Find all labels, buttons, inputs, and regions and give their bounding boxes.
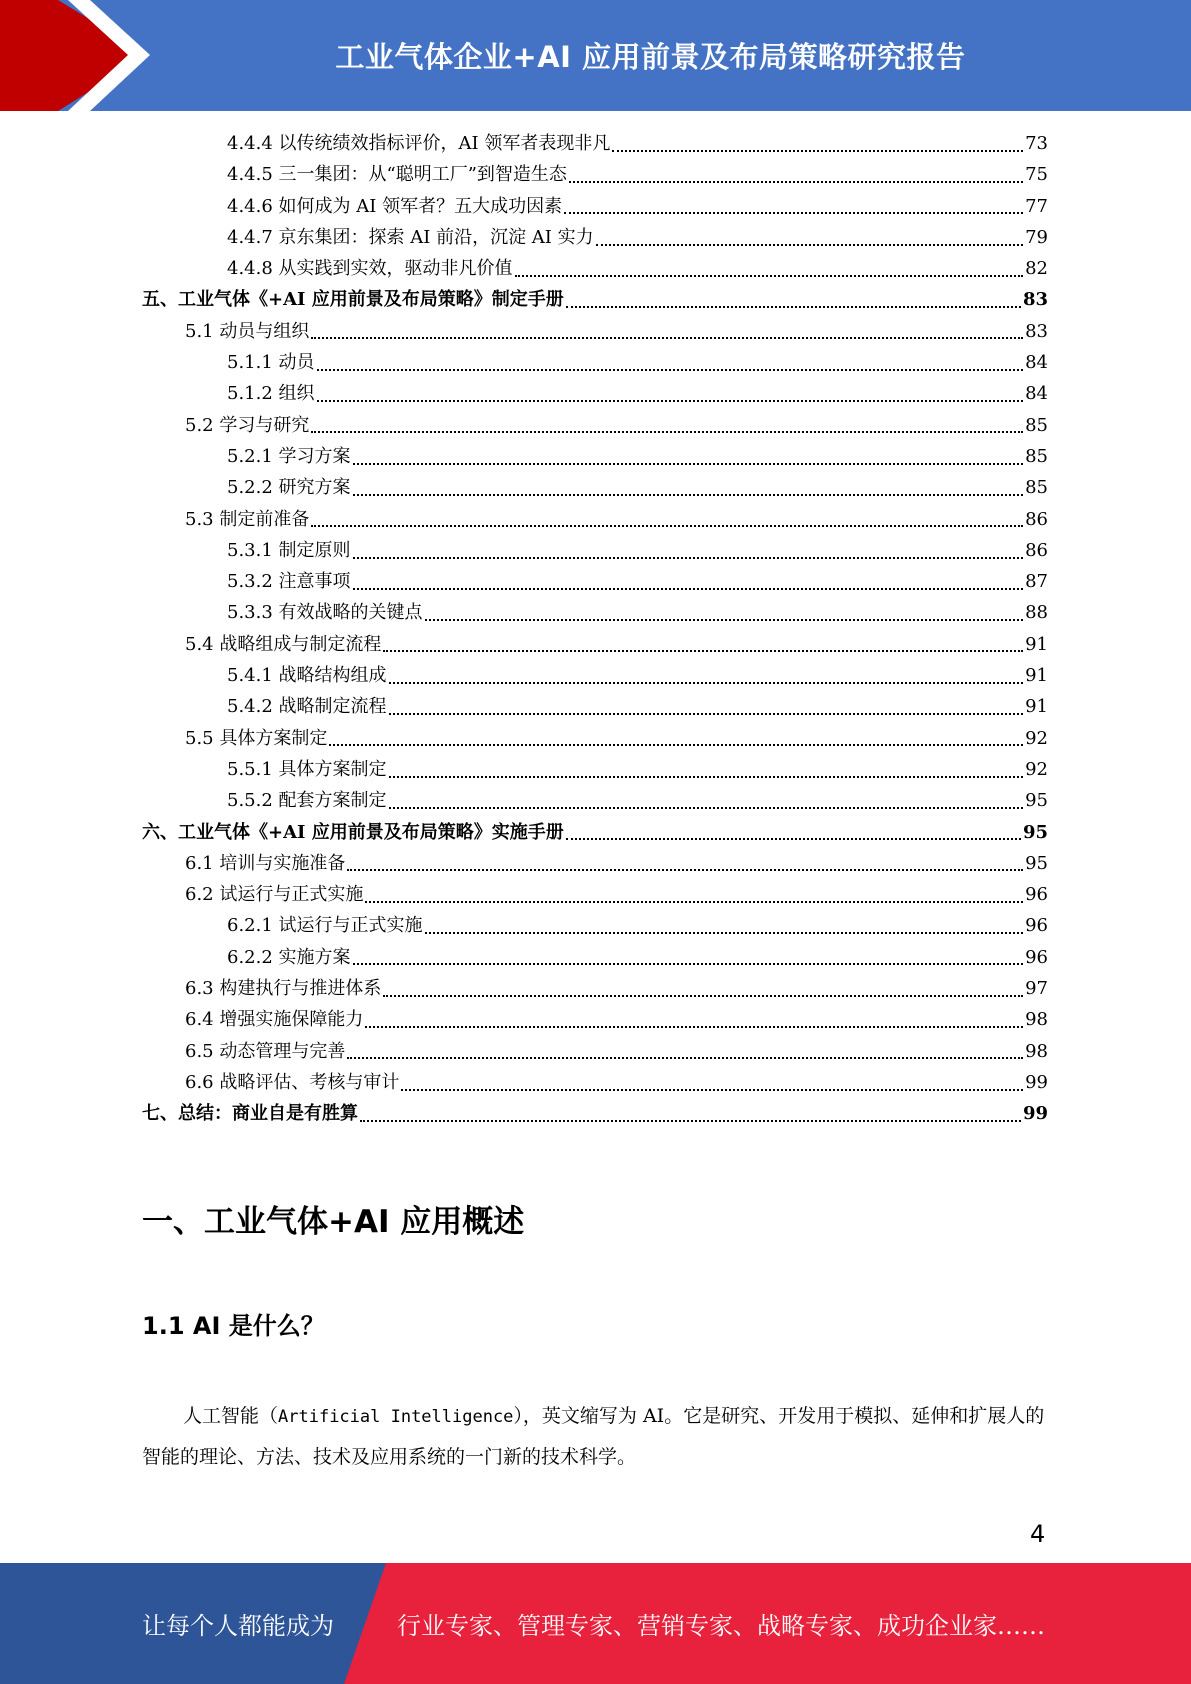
toc-entry-page: 91 xyxy=(1025,633,1048,655)
paragraph-english-term: Artificial Intelligence xyxy=(278,1407,514,1427)
toc-leader-dots xyxy=(317,400,1024,402)
toc-entry-label: 七、总结：商业自是有胜算 xyxy=(142,1103,358,1125)
toc-entry[interactable] xyxy=(142,879,1048,910)
toc-entry-label: 6.4 增强实施保障能力 xyxy=(185,1009,364,1031)
toc-entry[interactable] xyxy=(142,128,1048,159)
footer-slogan-left: 让每个人都能成为 xyxy=(142,1612,334,1640)
toc-leader-dots xyxy=(401,1089,1023,1091)
toc-entry[interactable] xyxy=(142,253,1048,284)
toc-entry[interactable] xyxy=(142,754,1048,785)
toc-entry[interactable] xyxy=(142,910,1048,941)
toc-entry-label: 4.4.6 如何成为 AI 领军者？五大成功因素 xyxy=(227,195,563,217)
toc-entry-page: 99 xyxy=(1025,1071,1048,1093)
toc-entry-label: 5.2.2 研究方案 xyxy=(227,477,351,499)
toc-entry[interactable] xyxy=(142,378,1048,409)
toc-leader-dots xyxy=(353,588,1024,590)
toc-entry-page: 92 xyxy=(1025,758,1048,780)
toc-entry-page: 96 xyxy=(1025,946,1048,968)
toc-entry-page: 73 xyxy=(1025,133,1048,154)
toc-entry-page: 85 xyxy=(1025,445,1048,467)
toc-entry-label: 4.4.4 以传统绩效指标评价，AI 领军者表现非凡 xyxy=(227,133,611,154)
paragraph-text-start: 人工智能（ xyxy=(183,1405,279,1427)
toc-entry-label: 5.3 制定前准备 xyxy=(185,508,310,530)
toc-leader-dots xyxy=(425,619,1024,621)
toc-entry-page: 84 xyxy=(1025,383,1048,405)
toc-entry[interactable] xyxy=(142,410,1048,441)
toc-leader-dots xyxy=(311,431,1023,433)
toc-entry-label: 5.4 战略组成与制定流程 xyxy=(185,633,382,655)
toc-leader-dots xyxy=(353,963,1024,965)
toc-leader-dots xyxy=(347,869,1023,871)
toc-entry[interactable] xyxy=(142,942,1048,973)
toc-entry-label: 6.2.2 实施方案 xyxy=(227,946,351,968)
page-header xyxy=(0,0,1191,111)
toc-leader-dots xyxy=(383,650,1023,652)
toc-entry[interactable] xyxy=(142,566,1048,597)
toc-entry-page: 87 xyxy=(1025,571,1048,593)
toc-entry-page: 96 xyxy=(1025,884,1048,906)
toc-entry-page: 98 xyxy=(1025,1009,1048,1031)
toc-leader-dots xyxy=(389,807,1024,809)
page-number: 4 xyxy=(1030,1520,1046,1548)
toc-entry-label: 6.1 培训与实施准备 xyxy=(185,852,346,874)
toc-entry-page: 96 xyxy=(1025,915,1048,937)
toc-leader-dots xyxy=(365,1026,1023,1028)
toc-entry-label: 5.2.1 学习方案 xyxy=(227,445,351,467)
toc-leader-dots xyxy=(347,1057,1023,1059)
toc-entry-page: 95 xyxy=(1025,790,1048,812)
toc-entry[interactable] xyxy=(142,1004,1048,1035)
toc-entry[interactable] xyxy=(142,848,1048,879)
toc-entry[interactable] xyxy=(142,159,1048,190)
toc-entry[interactable] xyxy=(142,597,1048,628)
toc-entry[interactable] xyxy=(142,1067,1048,1098)
toc-entry-page: 79 xyxy=(1025,226,1048,248)
toc-leader-dots xyxy=(353,557,1024,559)
toc-entry-page: 85 xyxy=(1025,414,1048,436)
toc-entry-label: 6.2 试运行与正式实施 xyxy=(185,884,364,906)
toc-leader-dots xyxy=(389,682,1024,684)
toc-entry[interactable] xyxy=(142,1098,1048,1129)
toc-entry-label: 6.2.1 试运行与正式实施 xyxy=(227,915,423,937)
toc-entry[interactable] xyxy=(142,1036,1048,1067)
toc-leader-dots xyxy=(360,1120,1021,1122)
toc-entry[interactable] xyxy=(142,629,1048,660)
toc-entry-page: 95 xyxy=(1022,821,1048,843)
toc-entry-label: 5.4.2 战略制定流程 xyxy=(227,696,387,718)
toc-entry-page: 75 xyxy=(1025,164,1048,186)
toc-entry-label: 5.3.3 有效战略的关键点 xyxy=(227,602,423,624)
toc-leader-dots xyxy=(311,525,1023,527)
toc-leader-dots xyxy=(317,369,1024,371)
toc-entry-page: 83 xyxy=(1022,289,1048,311)
toc-entry-page: 97 xyxy=(1025,978,1048,1000)
toc-entry-label: 6.5 动态管理与完善 xyxy=(185,1040,346,1062)
toc-entry[interactable] xyxy=(142,347,1048,378)
toc-entry[interactable] xyxy=(142,723,1048,754)
toc-entry[interactable] xyxy=(142,535,1048,566)
toc-entry-label: 六、工业气体《+AI 应用前景及布局策略》实施手册 xyxy=(142,821,564,843)
toc-leader-dots xyxy=(329,744,1023,746)
toc-leader-dots xyxy=(596,244,1023,246)
toc-entry[interactable] xyxy=(142,191,1048,222)
toc-entry[interactable] xyxy=(142,441,1048,472)
toc-entry-page: 84 xyxy=(1025,352,1048,374)
toc-entry-label: 5.1.1 动员 xyxy=(227,352,315,374)
toc-entry[interactable] xyxy=(142,504,1048,535)
page-footer xyxy=(0,1563,1191,1684)
toc-entry-page: 99 xyxy=(1022,1103,1048,1125)
toc-entry-label: 5.1.2 组织 xyxy=(227,383,315,405)
toc-leader-dots xyxy=(425,932,1024,934)
toc-entry[interactable] xyxy=(142,222,1048,253)
toc-entry-label: 6.3 构建执行与推进体系 xyxy=(185,978,382,1000)
intro-paragraph xyxy=(142,1396,1052,1477)
toc-leader-dots xyxy=(389,713,1024,715)
toc-entry[interactable] xyxy=(142,691,1048,722)
toc-leader-dots xyxy=(564,212,1023,214)
paragraph-text-end: ），英文缩写为 AI。它是研究、开发用于模拟、延伸和扩展人的智能的理论、方法、技术及应用系统的一门新的技术科学。 xyxy=(142,1405,1045,1468)
toc-leader-dots xyxy=(389,776,1024,778)
toc-entry[interactable] xyxy=(142,284,1048,315)
toc-leader-dots xyxy=(566,838,1021,840)
toc-leader-dots xyxy=(515,275,1024,277)
toc-entry-label: 4.4.7 京东集团：探索 AI 前沿，沉淀 AI 实力 xyxy=(227,226,594,248)
toc-entry[interactable] xyxy=(142,316,1048,347)
header-title: 工业气体企业+AI 应用前景及布局策略研究报告 xyxy=(335,40,966,74)
toc-leader-dots xyxy=(353,463,1024,465)
toc-entry-page: 88 xyxy=(1025,602,1048,624)
toc-leader-dots xyxy=(569,181,1023,183)
toc-entry[interactable] xyxy=(142,973,1048,1004)
toc-entry-page: 86 xyxy=(1025,539,1048,561)
toc-entry-label: 5.4.1 战略结构组成 xyxy=(227,665,387,687)
toc-entry-page: 91 xyxy=(1025,665,1048,687)
toc-entry-page: 91 xyxy=(1025,696,1048,718)
toc-leader-dots xyxy=(311,337,1023,339)
toc-entry-label: 5.5.2 配套方案制定 xyxy=(227,790,387,812)
toc-leader-dots xyxy=(612,150,1023,152)
toc-entry-label: 4.4.8 从实践到实效，驱动非凡价值 xyxy=(227,258,513,280)
toc-entry-label: 5.3.2 注意事项 xyxy=(227,571,351,593)
toc-entry-label: 5.3.1 制定原则 xyxy=(227,539,351,561)
toc-entry-page: 77 xyxy=(1025,195,1048,217)
toc-entry-page: 95 xyxy=(1025,852,1048,874)
toc-leader-dots xyxy=(365,901,1023,903)
toc-entry-page: 92 xyxy=(1025,727,1048,749)
toc-entry-label: 6.6 战略评估、考核与审计 xyxy=(185,1071,400,1093)
toc-entry-page: 82 xyxy=(1025,258,1048,280)
toc-entry-page: 83 xyxy=(1025,320,1048,342)
toc-leader-dots xyxy=(353,494,1024,496)
toc-entry-page: 85 xyxy=(1025,477,1048,499)
toc-entry-label: 5.5 具体方案制定 xyxy=(185,727,328,749)
toc-entry-label: 五、工业气体《+AI 应用前景及布局策略》制定手册 xyxy=(142,289,564,311)
subsection-heading: 1.1 AI 是什么？ xyxy=(142,1312,325,1340)
toc-entry-label: 5.1 动员与组织 xyxy=(185,320,310,342)
toc-entry[interactable] xyxy=(142,785,1048,816)
toc-entry-page: 98 xyxy=(1025,1040,1048,1062)
toc-leader-dots xyxy=(566,306,1021,308)
toc-entry[interactable] xyxy=(142,817,1048,848)
toc-entry[interactable] xyxy=(142,472,1048,503)
toc-entry-label: 5.2 学习与研究 xyxy=(185,414,310,436)
section-heading: 一、工业气体+AI 应用概述 xyxy=(142,1204,525,1240)
toc-entry-page: 86 xyxy=(1025,508,1048,530)
toc-entry-label: 4.4.5 三一集团：从“聪明工厂”到智造生态 xyxy=(227,164,567,186)
toc-leader-dots xyxy=(383,995,1023,997)
footer-slogan-right: 行业专家、管理专家、营销专家、战略专家、成功企业家…… xyxy=(397,1612,1045,1640)
toc-entry[interactable] xyxy=(142,660,1048,691)
toc-entry-label: 5.5.1 具体方案制定 xyxy=(227,758,387,780)
table-of-contents xyxy=(142,128,1048,1130)
